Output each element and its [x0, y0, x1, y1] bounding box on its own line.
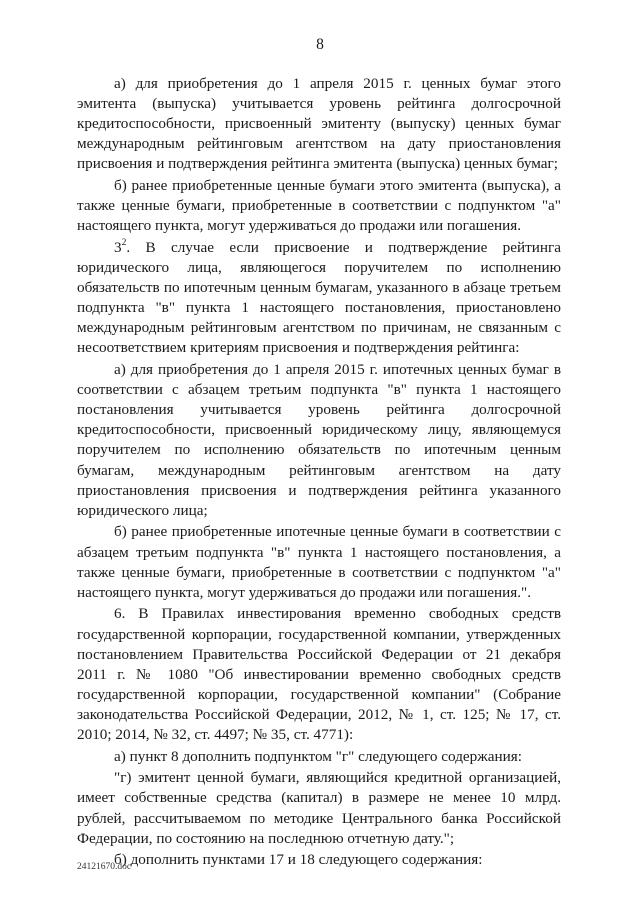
paragraph: а) пункт 8 дополнить подпунктом "г" следующего содержания:: [114, 747, 522, 765]
clause-number: 3: [114, 238, 122, 256]
paragraph: "г) эмитент ценной бумаги, являющийся кредитной организацией, имеет собственные средства (капитал) в размере не менее 10 млрд. рублей, рассчитываемом по методике Центрального банка Российской Федерации, по состоянию на последнюю отчетную дату.";: [77, 769, 561, 847]
page-number: 8: [316, 36, 324, 53]
paragraph: б) ранее приобретенные ценные бумаги этого эмитента (выпуска), а также ценные бумаги, приобретенные в соответствии с подпунктом "а" настоящего пункта, могут удерживаться до продажи или погашения.: [77, 177, 561, 235]
paragraph-3-2: [77, 238, 561, 359]
paragraph: б) ранее приобретенные ипотечные ценные бумаги в соответствии с абзацем третьим подпункта "в" пункта 1 настоящего постановления, а также ценные бумаги, приобретенные в соответствии с подпунктом "а" настоящего пункта, могут удерживаться до продажи или погашения.".: [77, 523, 561, 601]
paragraph: а) для приобретения до 1 апреля 2015 г. ценных бумаг этого эмитента (выпуска) учитывается уровень рейтинга долгосрочной кредитоспособности, присвоенный эмитенту (выпуску) ценных бумаг международным рейтинговым агентством на дату приостановления присвоения и подтверждения рейтинга эмитента (выпуска) ценных бумаг;: [77, 75, 561, 173]
clause-text: . В случае если присвоение и подтверждение рейтинга юридического лица, являющегося поручителем по исполнению обязательств по ипотечным ценным бумагам, указанного в абзаце третьем подпункта "в" пункта 1 настоящего постановления, приостановлено международным рейтинговым агентством по причинам, не связанным с несоответствием критериям присвоения и подтверждения рейтинга:: [77, 238, 561, 357]
paragraph: б) дополнить пунктами 17 и 18 следующего содержания:: [114, 851, 483, 869]
document-body: [77, 74, 561, 872]
footer-file-code: 24121670.doc: [77, 862, 132, 872]
paragraph: а) для приобретения до 1 апреля 2015 г. ипотечных ценных бумаг в соответствии с абзацем третьим подпункта "в" пункта 1 настоящего постановления учитывается уровень рейтинга долгосрочной кредитоспособности, присвоенный юридическому лицу, являющемуся поручителем по исполнению обязательств по ипотечным ценным бумагам, международным рейтинговым агентством на дату приостановления присвоения и подтверждения рейтинга указанного юридического лица;: [77, 361, 561, 519]
paragraph: 6. В Правилах инвестирования временно свободных средств государственной корпорации, государственной компании, утвержденных постановлением Правительства Российской Федерации от 21 декабря 2011 г. № 1080 "Об инвестировании временно свободных средств государственной корпорации, государственной компании" (Собрание законодательства Российской Федерации, 2012, № 1, ст. 125; № 17, ст. 2010; 2014, № 32, ст. 4497; № 35, ст. 4771):: [77, 605, 561, 743]
clause-superscript: 2: [121, 237, 127, 248]
